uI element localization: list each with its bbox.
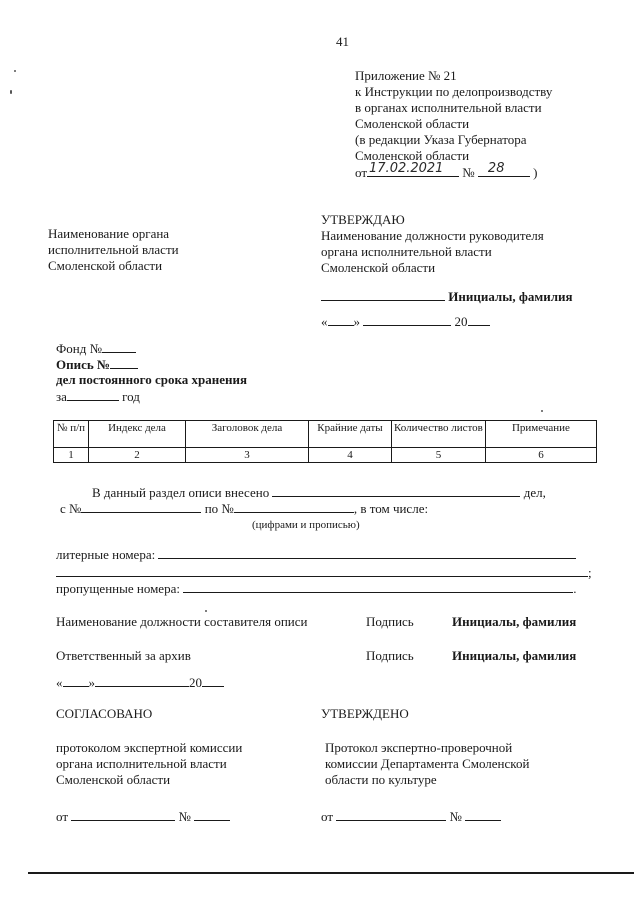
table-header-cell: Крайние даты (309, 421, 392, 448)
summary-line-1: В данный раздел описи внесено дел, (92, 485, 546, 500)
scan-speck (541, 410, 543, 412)
appendix-date-line (355, 161, 552, 181)
archive-date-line: « » 20 (56, 674, 224, 691)
organ-name (48, 226, 179, 274)
page-number: 41 (336, 34, 349, 49)
table-header-row (54, 421, 597, 448)
summary-hint: (цифрами и прописью) (252, 519, 360, 531)
approve-year: 20 (454, 314, 468, 329)
table-cell: 3 (186, 448, 309, 463)
agreed-date-line: от № (56, 808, 230, 825)
opis-label: Опись № (56, 357, 111, 372)
approve-date-line: « » 20 (321, 313, 490, 330)
compiler-sign-label: Подпись (366, 614, 414, 629)
fond-line (56, 340, 136, 357)
agreed-date-field (71, 808, 175, 821)
approve-signature-field (321, 288, 445, 301)
appendix-date-field (367, 161, 459, 177)
table-header-cell: Примечание (485, 421, 596, 448)
agreed-line: органа исполнительной власти (56, 756, 227, 771)
scan-speck (14, 70, 16, 72)
approve-line: органа исполнительной власти (321, 244, 492, 259)
table-cell: 5 (392, 448, 486, 463)
appendix-close-paren: ) (533, 165, 538, 180)
summary-count-field (272, 484, 520, 497)
approved-line: комиссии Департамента Смоленской (325, 756, 530, 771)
agreed-line: Смоленской области (56, 772, 171, 787)
archive-year: 20 (189, 675, 202, 690)
approve-signature-line (321, 288, 573, 305)
table-cell: 4 (309, 448, 392, 463)
agreed-number-field (194, 808, 230, 821)
agreed-block (56, 740, 242, 788)
opis-year-line: за год (56, 389, 140, 404)
appendix-number-label: № (462, 165, 475, 180)
literal-numbers-line (56, 546, 576, 563)
organ-line: Смоленской области (48, 258, 163, 273)
summary-line-2: с № по № , в том числе: (60, 501, 429, 516)
missing-numbers-line: пропущенные номера: . (56, 581, 577, 596)
appendix-number-handwritten: 28 (487, 161, 505, 176)
approved-date-field (336, 808, 446, 821)
inventory-table (53, 420, 597, 463)
approve-line: Смоленской области (321, 260, 436, 275)
archive-sign-label: Подпись (366, 648, 414, 663)
table-header-cell: Индекс дела (89, 421, 186, 448)
approve-initials: Инициалы, фамилия (448, 289, 573, 304)
opis-line (56, 356, 138, 373)
page-bottom-rule (28, 872, 634, 874)
appendix-line: Смоленской области (355, 116, 470, 131)
approved-number-field (465, 808, 501, 821)
literal-numbers-continued: ; (56, 564, 592, 581)
scan-speck (205, 610, 207, 612)
approve-line: Наименование должности руководителя (321, 228, 544, 243)
literal-numbers-field (158, 546, 576, 559)
opis-year-field (67, 388, 119, 401)
missing-numbers-label: пропущенные номера: (56, 581, 180, 596)
archive-initials: Инициалы, фамилия (452, 648, 577, 663)
table-cell: 1 (54, 448, 89, 463)
appendix-line: Смоленской области (355, 148, 470, 163)
appendix-number-field (478, 161, 530, 177)
approve-block (321, 212, 544, 276)
archive-label: Ответственный за архив (56, 648, 191, 663)
appendix-date-handwritten: 17.02.2021 (369, 161, 444, 176)
compiler-initials: Инициалы, фамилия (452, 614, 577, 629)
literal-numbers-label: литерные номера: (56, 547, 156, 562)
table-header-cell: Количество листов (392, 421, 486, 448)
summary-from-field (81, 500, 201, 513)
scan-speck (10, 90, 12, 94)
appendix-line: (в редакции Указа Губернатора (355, 132, 527, 147)
summary-to-field (234, 500, 354, 513)
fond-label: Фонд № (56, 341, 102, 356)
agreed-title: СОГЛАСОВАНО (56, 706, 153, 721)
table-cell: 6 (485, 448, 596, 463)
appendix-line: в органах исполнительной власти (355, 100, 542, 115)
organ-line: исполнительной власти (48, 242, 179, 257)
appendix-line: к Инструкции по делопроизводству (355, 84, 553, 99)
opis-heading: дел постоянного срока хранения (56, 372, 248, 387)
approved-title: УТВЕРЖДЕНО (321, 706, 409, 721)
fond-number-field (102, 340, 136, 353)
appendix-block (355, 68, 552, 181)
compiler-label: Наименование должности составителя описи (56, 614, 308, 629)
approved-line: Протокол экспертно-проверочной (325, 740, 513, 755)
opis-number-field (110, 356, 138, 369)
organ-line: Наименование органа (48, 226, 170, 241)
approved-date-line: от № (321, 808, 501, 825)
agreed-line: протоколом экспертной комиссии (56, 740, 243, 755)
appendix-line: Приложение № 21 (355, 68, 457, 83)
approve-title: УТВЕРЖДАЮ (321, 212, 405, 227)
table-cell: 2 (89, 448, 186, 463)
missing-numbers-field (183, 580, 573, 593)
appendix-from-label: от (355, 165, 368, 180)
approved-block (325, 740, 529, 788)
table-header-cell: Заголовок дела (186, 421, 309, 448)
table-header-cell: № п/п (54, 421, 89, 448)
approved-line: области по культуре (325, 772, 437, 787)
table-row (54, 448, 597, 463)
